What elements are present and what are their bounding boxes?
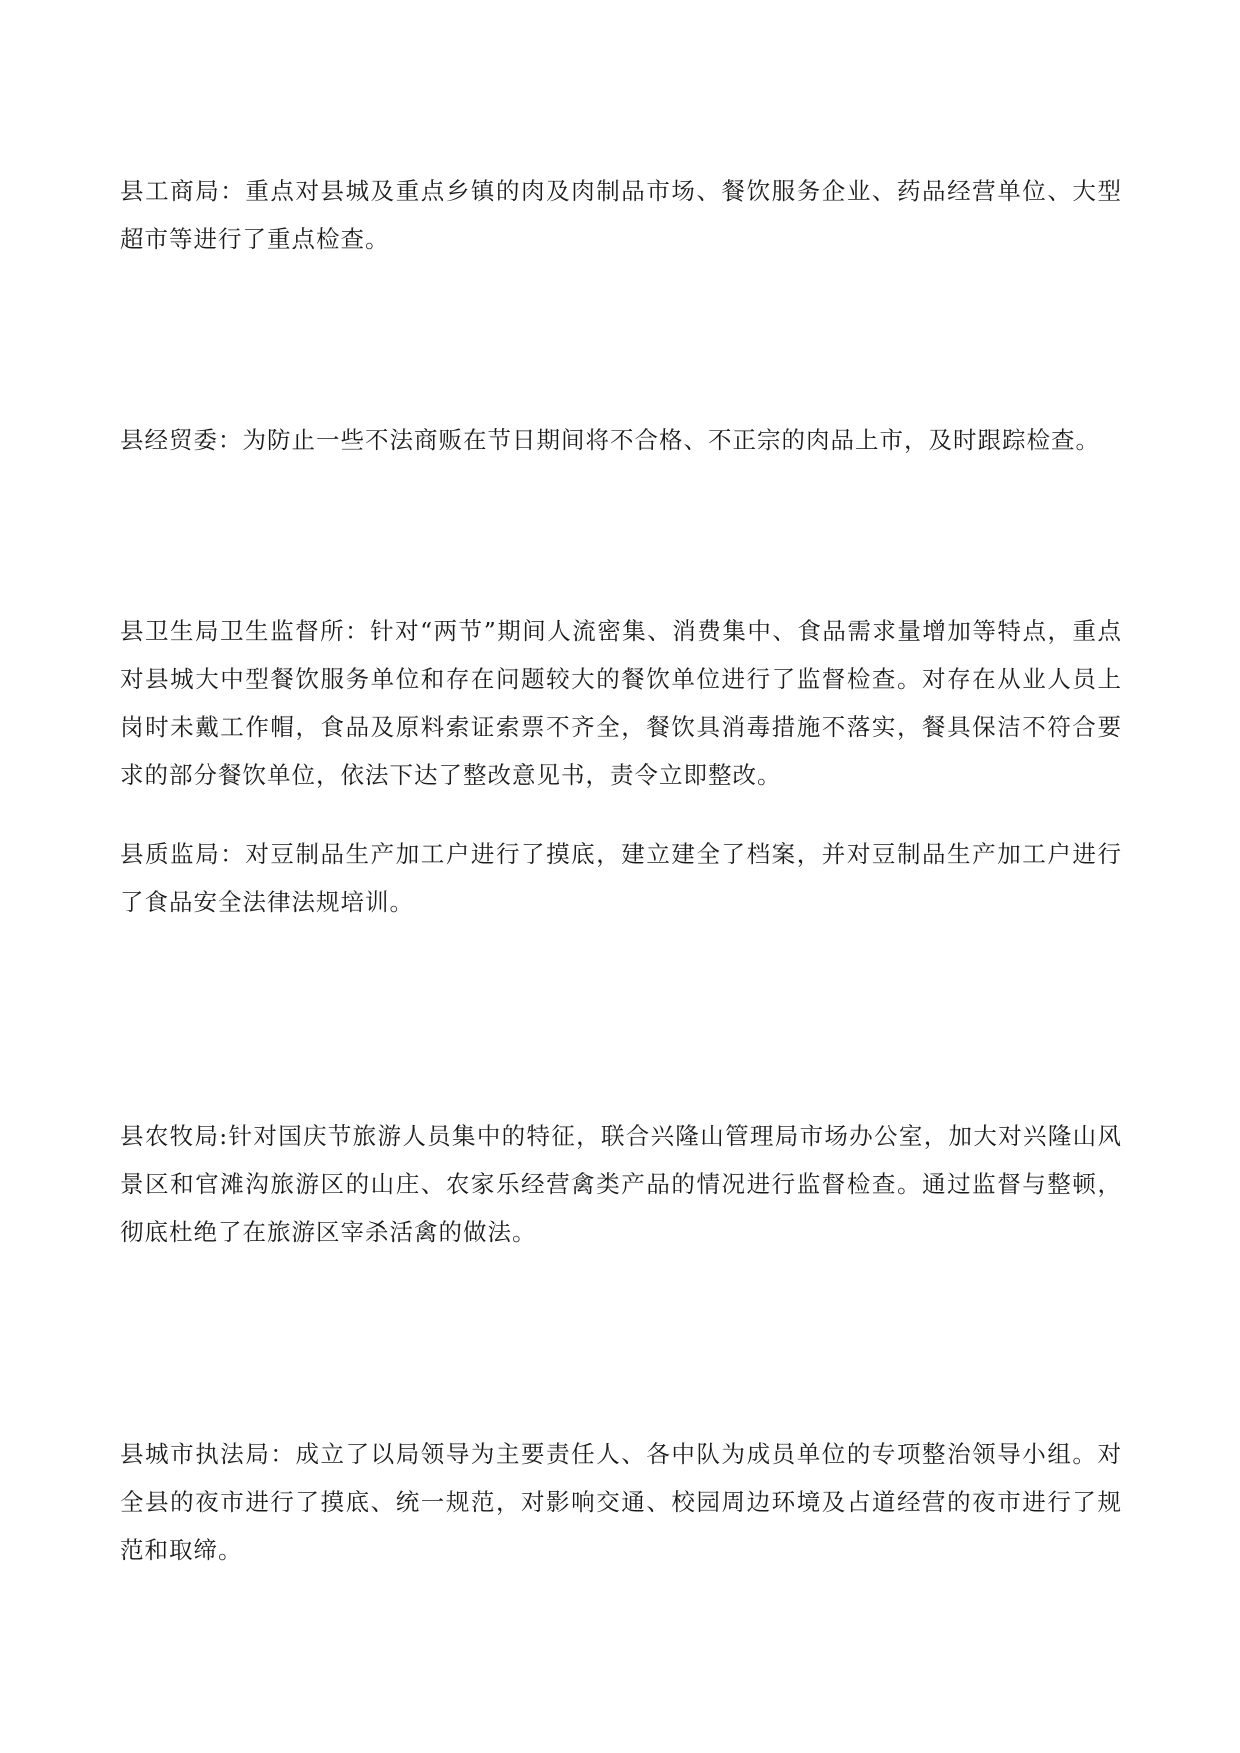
paragraph-economic-trade-commission: 县经贸委：为防止一些不法商贩在节日期间将不合格、不正宗的肉品上市，及时跟踪检查。 xyxy=(120,426,1100,454)
paragraph-health-supervision-office: 县卫生局卫生监督所：针对“两节”期间人流密集、消费集中、食品需求量增加等特点，重点对县城大中型餐饮服务单位和存在问题较大的餐饮单位进行了监督检查。对存在从业人员上岗时未戴工作帽，食品及原料索证索票不齐全，餐饮具消毒措施不落实，餐具保洁不符合要求的部分餐饮单位，依法下达了整改意见书，责令立即整改。 xyxy=(120,617,1122,789)
paragraph-industry-commerce-bureau: 县工商局：重点对县城及重点乡镇的肉及肉制品市场、餐饮服务企业、药品经营单位、大型超市等进行了重点检查。 xyxy=(120,177,1122,253)
paragraph-agriculture-animal-husbandry-bureau: 县农牧局:针对国庆节旅游人员集中的特征，联合兴隆山管理局市场办公室，加大对兴隆山风景区和官滩沟旅游区的山庄、农家乐经营禽类产品的情况进行监督检查。通过监督与整顿，彻底杜绝了在旅游区宰杀活禽的做法。 xyxy=(120,1122,1122,1246)
paragraph-quality-supervision-bureau: 县质监局：对豆制品生产加工户进行了摸底，建立建全了档案，并对豆制品生产加工户进行了食品安全法律法规培训。 xyxy=(120,840,1122,916)
paragraph-urban-law-enforcement-bureau: 县城市执法局：成立了以局领导为主要责任人、各中队为成员单位的专项整治领导小组。对全县的夜市进行了摸底、统一规范，对影响交通、校园周边环境及占道经营的夜市进行了规范和取缔。 xyxy=(120,1440,1122,1564)
